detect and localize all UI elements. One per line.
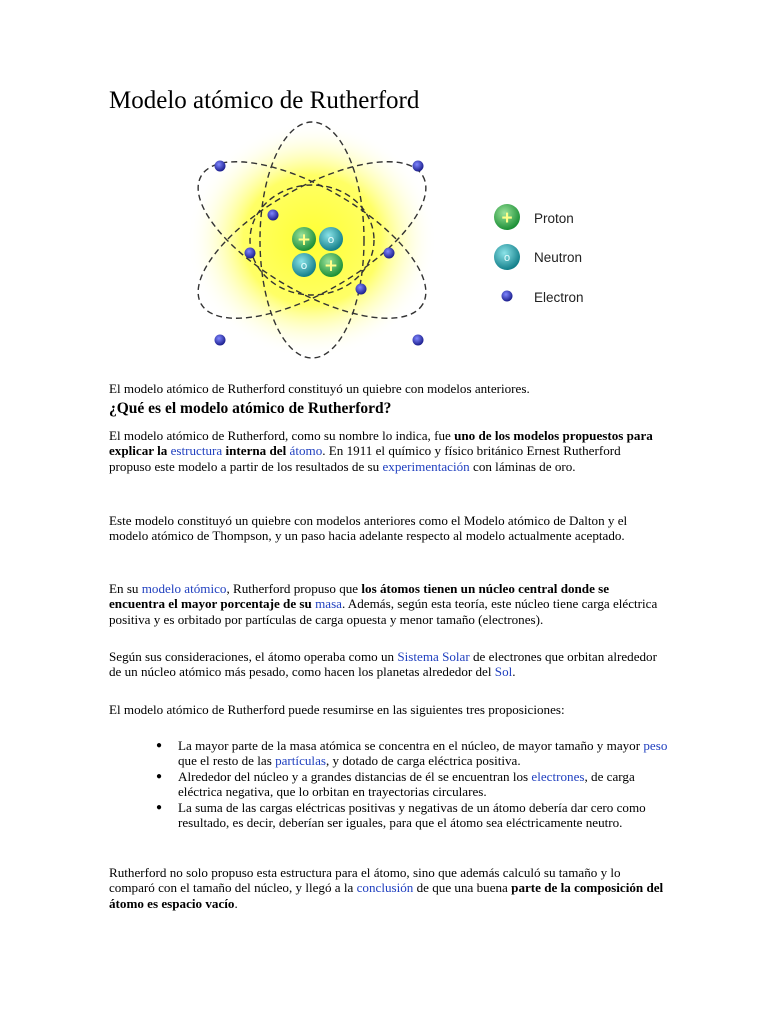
bold-text: uno de los modelos propuestos para explicar la (109, 428, 653, 459)
text: con láminas de oro. (469, 458, 576, 474)
bullet-icon: ● (156, 740, 163, 751)
text: de electrones que orbitan alrededor de un núcleo atómico más pesado, como hacen los planetas alrededor del (109, 649, 657, 680)
link-masa[interactable]: masa (315, 596, 342, 612)
text: , Rutherford propuso que (226, 581, 362, 596)
list-item (156, 738, 668, 769)
nucleus-particle-1: + (296, 230, 312, 250)
electron (384, 248, 395, 259)
paragraph-5: El modelo atómico de Rutherford puede resumirse en las siguientes tres proposiciones: (109, 702, 565, 717)
electron-legend-label: Electron (534, 290, 584, 305)
nucleus-particle-3: o (300, 259, 308, 272)
text: de que una buena (413, 880, 512, 896)
link-electrones[interactable]: electrones (531, 768, 585, 784)
link-atomo[interactable]: átomo (289, 443, 323, 459)
text: . (512, 664, 516, 680)
text: En su (109, 581, 142, 596)
bullet-icon: ● (156, 801, 163, 813)
text: La mayor parte de la masa atómica se concentra en el núcleo, de mayor tamaño y mayor (178, 738, 644, 753)
bold-text: interna del (222, 443, 290, 459)
text: que el resto de las (178, 753, 276, 769)
link-sol[interactable]: Sol (494, 664, 513, 680)
electron (245, 248, 256, 259)
legend (494, 204, 584, 305)
neutron-legend-symbol: o (503, 252, 511, 264)
link-modelo-atomico[interactable]: modelo atómico (141, 581, 227, 596)
text: Rutherford no solo propuso esta estructura para el átomo, sino que además calculó su tamaño y lo comparó con el tamaño del núcleo, y llegó a la (109, 865, 621, 896)
link-particulas[interactable]: partículas (275, 753, 326, 769)
neutron-legend-label: Neutron (534, 250, 583, 265)
proton-legend-symbol: + (501, 208, 513, 229)
paragraph-2: Este modelo constituyó un quiebre con modelos anteriores como el Modelo atómico de Dalton y el modelo atómico de Thompson, y un paso hacia adelante respecto al modelo actualmente aceptado. (109, 513, 628, 544)
electron (356, 284, 367, 295)
text: , de carga eléctrica negativa, que lo orbitan en trayectorias circulares. (178, 768, 635, 800)
link-experimentacion[interactable]: experimentación (382, 458, 470, 474)
paragraph-3 (109, 581, 665, 627)
page-title: Modelo atómico de Rutherford (109, 87, 420, 114)
text: . En 1911 el químico y físico británico Ernest Rutherford propuso este modelo a partir de los resultados de su (109, 443, 621, 474)
bold-text: los átomos tienen un núcleo central donde se encuentra el mayor porcentaje de su (109, 581, 610, 612)
electron (215, 161, 226, 172)
propositions-list (156, 738, 668, 831)
bullet-icon: ● (156, 770, 163, 782)
paragraph-1 (109, 428, 665, 474)
paragraph-4 (109, 649, 665, 680)
text: La suma de las cargas eléctricas positivas y negativas de un átomo debería dar cero como resultado, es decir, deberían ser iguales, para que el átomo sea eléctricamente neutro. (178, 799, 646, 831)
electron (268, 210, 279, 221)
text: Según sus consideraciones, el átomo operaba como un (109, 649, 398, 664)
text: , y dotado de carga eléctrica positiva. (325, 753, 521, 769)
nucleus-particle-2: o (327, 233, 335, 246)
paragraph-6 (109, 865, 665, 911)
electron (215, 335, 226, 346)
electron-legend-icon (502, 291, 513, 302)
electron (413, 335, 424, 346)
text: . (234, 895, 238, 911)
bold-text: parte de la composición del átomo es espacio vacío (109, 880, 664, 911)
link-sistema-solar[interactable]: Sistema Solar (397, 649, 470, 664)
proton-legend-label: Proton (534, 211, 574, 226)
section-heading: ¿Qué es el modelo atómico de Rutherford? (109, 400, 392, 417)
rutherford-atom-diagram (180, 118, 600, 363)
nucleus-particle-4: + (323, 256, 339, 276)
list-item (156, 799, 668, 831)
list-item (156, 768, 668, 800)
text: . Además, según esta teoría, este núcleo tiene carga eléctrica positiva y es orbitado por partículas de carga opuesta y menor tamaño (electrones). (109, 596, 658, 627)
text: Alrededor del núcleo y a grandes distancias de él se encuentran los (178, 768, 532, 784)
link-peso[interactable]: peso (643, 738, 668, 753)
text: El modelo atómico de Rutherford, como su nombre lo indica, fue (109, 428, 455, 443)
link-conclusion[interactable]: conclusión (356, 880, 414, 896)
electron (413, 161, 424, 172)
link-estructura[interactable]: estructura (170, 443, 223, 459)
figure-caption: El modelo atómico de Rutherford constituyó un quiebre con modelos anteriores. (109, 381, 530, 396)
